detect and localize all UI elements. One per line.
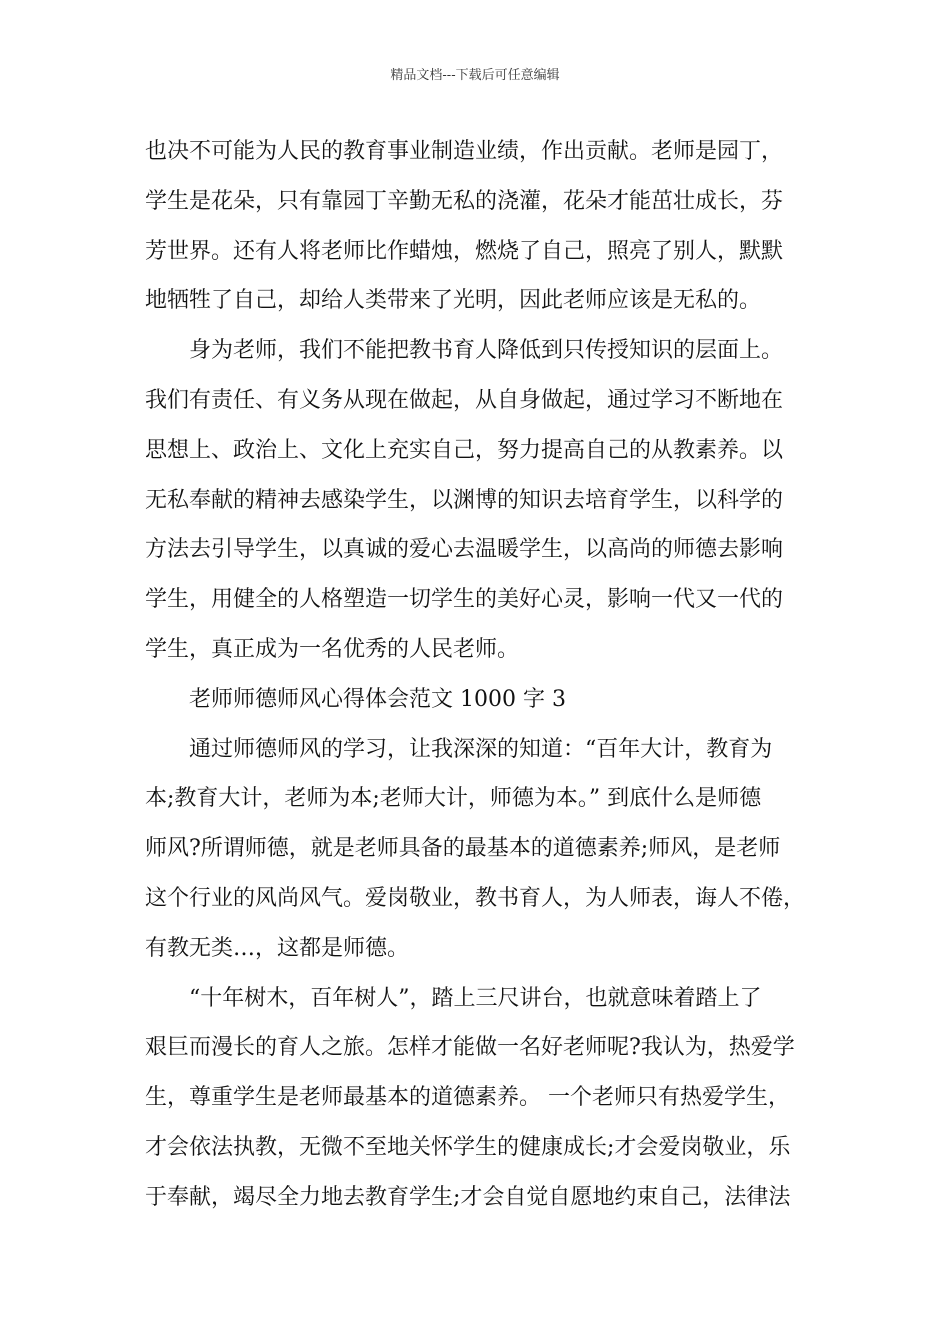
document-body: [145, 127, 825, 1223]
page-header: 精品文档---下载后可任意编辑: [390, 68, 560, 83]
text-line: 本;教育大计，老师为本;老师大计，师德为本。” 到底什么是师德: [145, 786, 762, 812]
section-heading: 老师师德师风心得体会范文 1000 字 3: [189, 686, 566, 712]
text-line: 思想上、政治上、文化上充实自己，努力提高自己的从教素养。以: [145, 437, 784, 463]
text-line: 学生是花朵，只有靠园丁辛勤无私的浇灌，花朵才能茁壮成长，芬: [145, 188, 784, 214]
text-line: 身为老师，我们不能把教书育人降低到只传授知识的层面上。: [189, 338, 784, 364]
text-line: 也决不可能为人民的教育事业制造业绩，作出贡献。老师是园丁，: [145, 139, 784, 164]
text-line: 艰巨而漫长的育人之旅。怎样才能做一名好老师呢?我认为，热爱学: [145, 1035, 795, 1061]
text-line: 地牺牲了自己，却给人类带来了光明，因此老师应该是无私的。: [145, 288, 762, 314]
text-line: 无私奉献的精神去感染学生，以渊博的知识去培育学生，以科学的: [145, 487, 784, 513]
text-line: 学生，用健全的人格塑造一切学生的美好心灵，影响一代又一代的: [145, 587, 784, 613]
text-line: “十年树木，百年树人”，踏上三尺讲台，也就意味着踏上了: [189, 985, 762, 1011]
text-line: 才会依法执教，无微不至地关怀学生的健康成长;才会爱岗敬业，乐: [145, 1134, 791, 1160]
text-line: 学生，真正成为一名优秀的人民老师。: [145, 636, 520, 662]
text-line: 通过师德师风的学习，让我深深的知道：“百年大计，教育为: [189, 736, 773, 762]
text-line: 芳世界。还有人将老师比作蜡烛，燃烧了自己，照亮了别人，默默: [145, 238, 784, 264]
text-line: 于奉献，竭尽全力地去教育学生;才会自觉自愿地约束自己，法律法: [145, 1184, 791, 1210]
text-line: 师风?所谓师德，就是老师具备的最基本的道德素养;师风，是老师: [145, 836, 781, 862]
text-line: 方法去引导学生，以真诚的爱心去温暖学生，以高尚的师德去影响: [145, 537, 784, 563]
text-line: 我们有责任、有义务从现在做起，从自身做起，通过学习不断地在: [145, 387, 784, 413]
text-line: 有教无类…，这都是师德。: [145, 935, 410, 961]
text-line: 生，尊重学生是老师最基本的道德素养。 一个老师只有热爱学生，: [145, 1085, 790, 1111]
text-line: 这个行业的风尚风气。爱岗敬业，教书育人，为人师表，诲人不倦，: [145, 885, 806, 911]
